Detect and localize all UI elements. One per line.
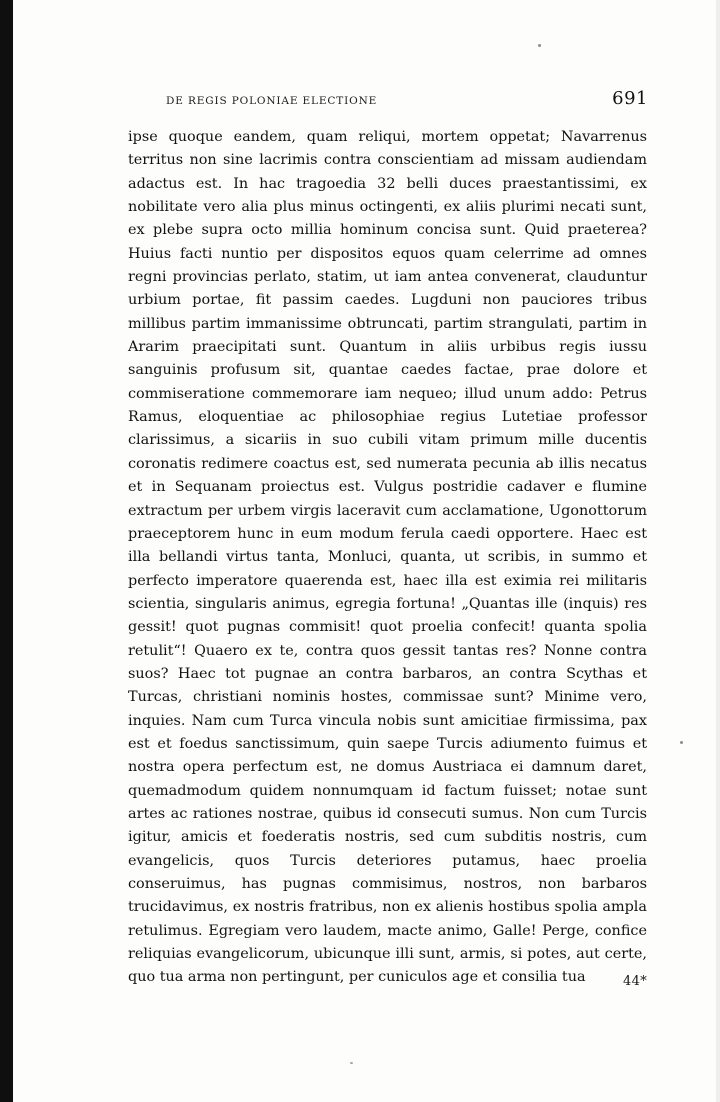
scan-speck (350, 1062, 353, 1064)
scan-speck (680, 741, 683, 744)
signature-mark: 44* (623, 974, 647, 989)
page-number: 691 (612, 88, 648, 109)
body-text (128, 126, 647, 990)
running-head (128, 88, 648, 109)
scan-edge-right (716, 0, 720, 1102)
running-head-title: DE REGIS POLONIAE ELECTIONE (166, 95, 378, 107)
scan-speck (538, 44, 541, 47)
body-paragraph: ipse quoque eandem, quam reliqui, mortem oppetat; Navarrenus territus non sine lacrimis contra conscientiam ad missam audiendam adactus est. In hac tragoedia 32 belli duces praestantissimi, ex nobilitate vero alia plus minus octingenti, ex aliis plurimi necati sunt, ex plebe supra octo millia hominum concisa sunt. Quid praeterea? Huius facti nuntio per dispositos equos quam celerrime ad omnes regni provincias perlato, statim, ut iam antea convenerat, clauduntur urbium portae, fit passim caedes. Lugduni non pauciores tribus millibus partim immanissime obtruncati, partim strangulati, partim in Ararim praecipitati sunt. Quantum in aliis urbibus regis iussu sanguinis profusum sit, quantae caedes factae, prae dolore et commiseratione commemorare iam nequeo; illud unum addo: Petrus Ramus, eloquentiae ac philosophiae regius Lutetiae professor clarissimus, a sicariis in suo cubili vitam primum mille ducentis coronatis redimere coactus est, sed numerata pecunia ab illis necatus et in Sequanam proiectus est. Vulgus postridie cadaver e flumine extractum per urbem virgis laceravit cum acclamatione, Ugonottorum praeceptorem hunc in eum modum ferula caedi opportere. Haec est illa bellandi virtus tanta, Monluci, quanta, ut scribis, in summo et perfecto imperatore quaerenda est, haec illa est eximia rei militaris scientia, singularis animus, egregia fortuna! „Quantas ille (inquis) res gessit! quot pugnas commisit! quot proelia confecit! quanta spolia retulit“! Quaero ex te, contra quos gessit tantas res? Nonne contra suos? Haec tot pugnae an contra barbaros, an contra Scythas et Turcas, christiani nominis hostes, commissae sunt? Minime vero, inquies. Nam cum Turca vincula nobis sunt amicitiae firmissima, pax est et foedus sanctissimum, quin saepe Turcis adiumento fuimus et nostra opera perfectum est, ne domus Austriaca ei damnum daret, quemadmodum quidem nonnumquam id factum fuisset; notae sunt artes ac rationes nostrae, quibus id consecuti sumus. Non cum Turcis igitur, amicis et foederatis nostris, sed cum subditis nostris, cum evangelicis, quos Turcis deteriores putamus, haec proelia conseruimus, has pugnas commisimus, nostros, non barbaros trucidavimus, ex nostris fratribus, non ex alienis hostibus spolia ampla retulimus. Egregiam vero laudem, macte animo, Galle! Perge, confice reliquias evangelicorum, ubicunque illi sunt, armis, si potes, aut certe, quo tua arma non pertingunt, per cuniculos age et consilia tua (128, 129, 647, 986)
scan-gutter-left (0, 0, 13, 1102)
